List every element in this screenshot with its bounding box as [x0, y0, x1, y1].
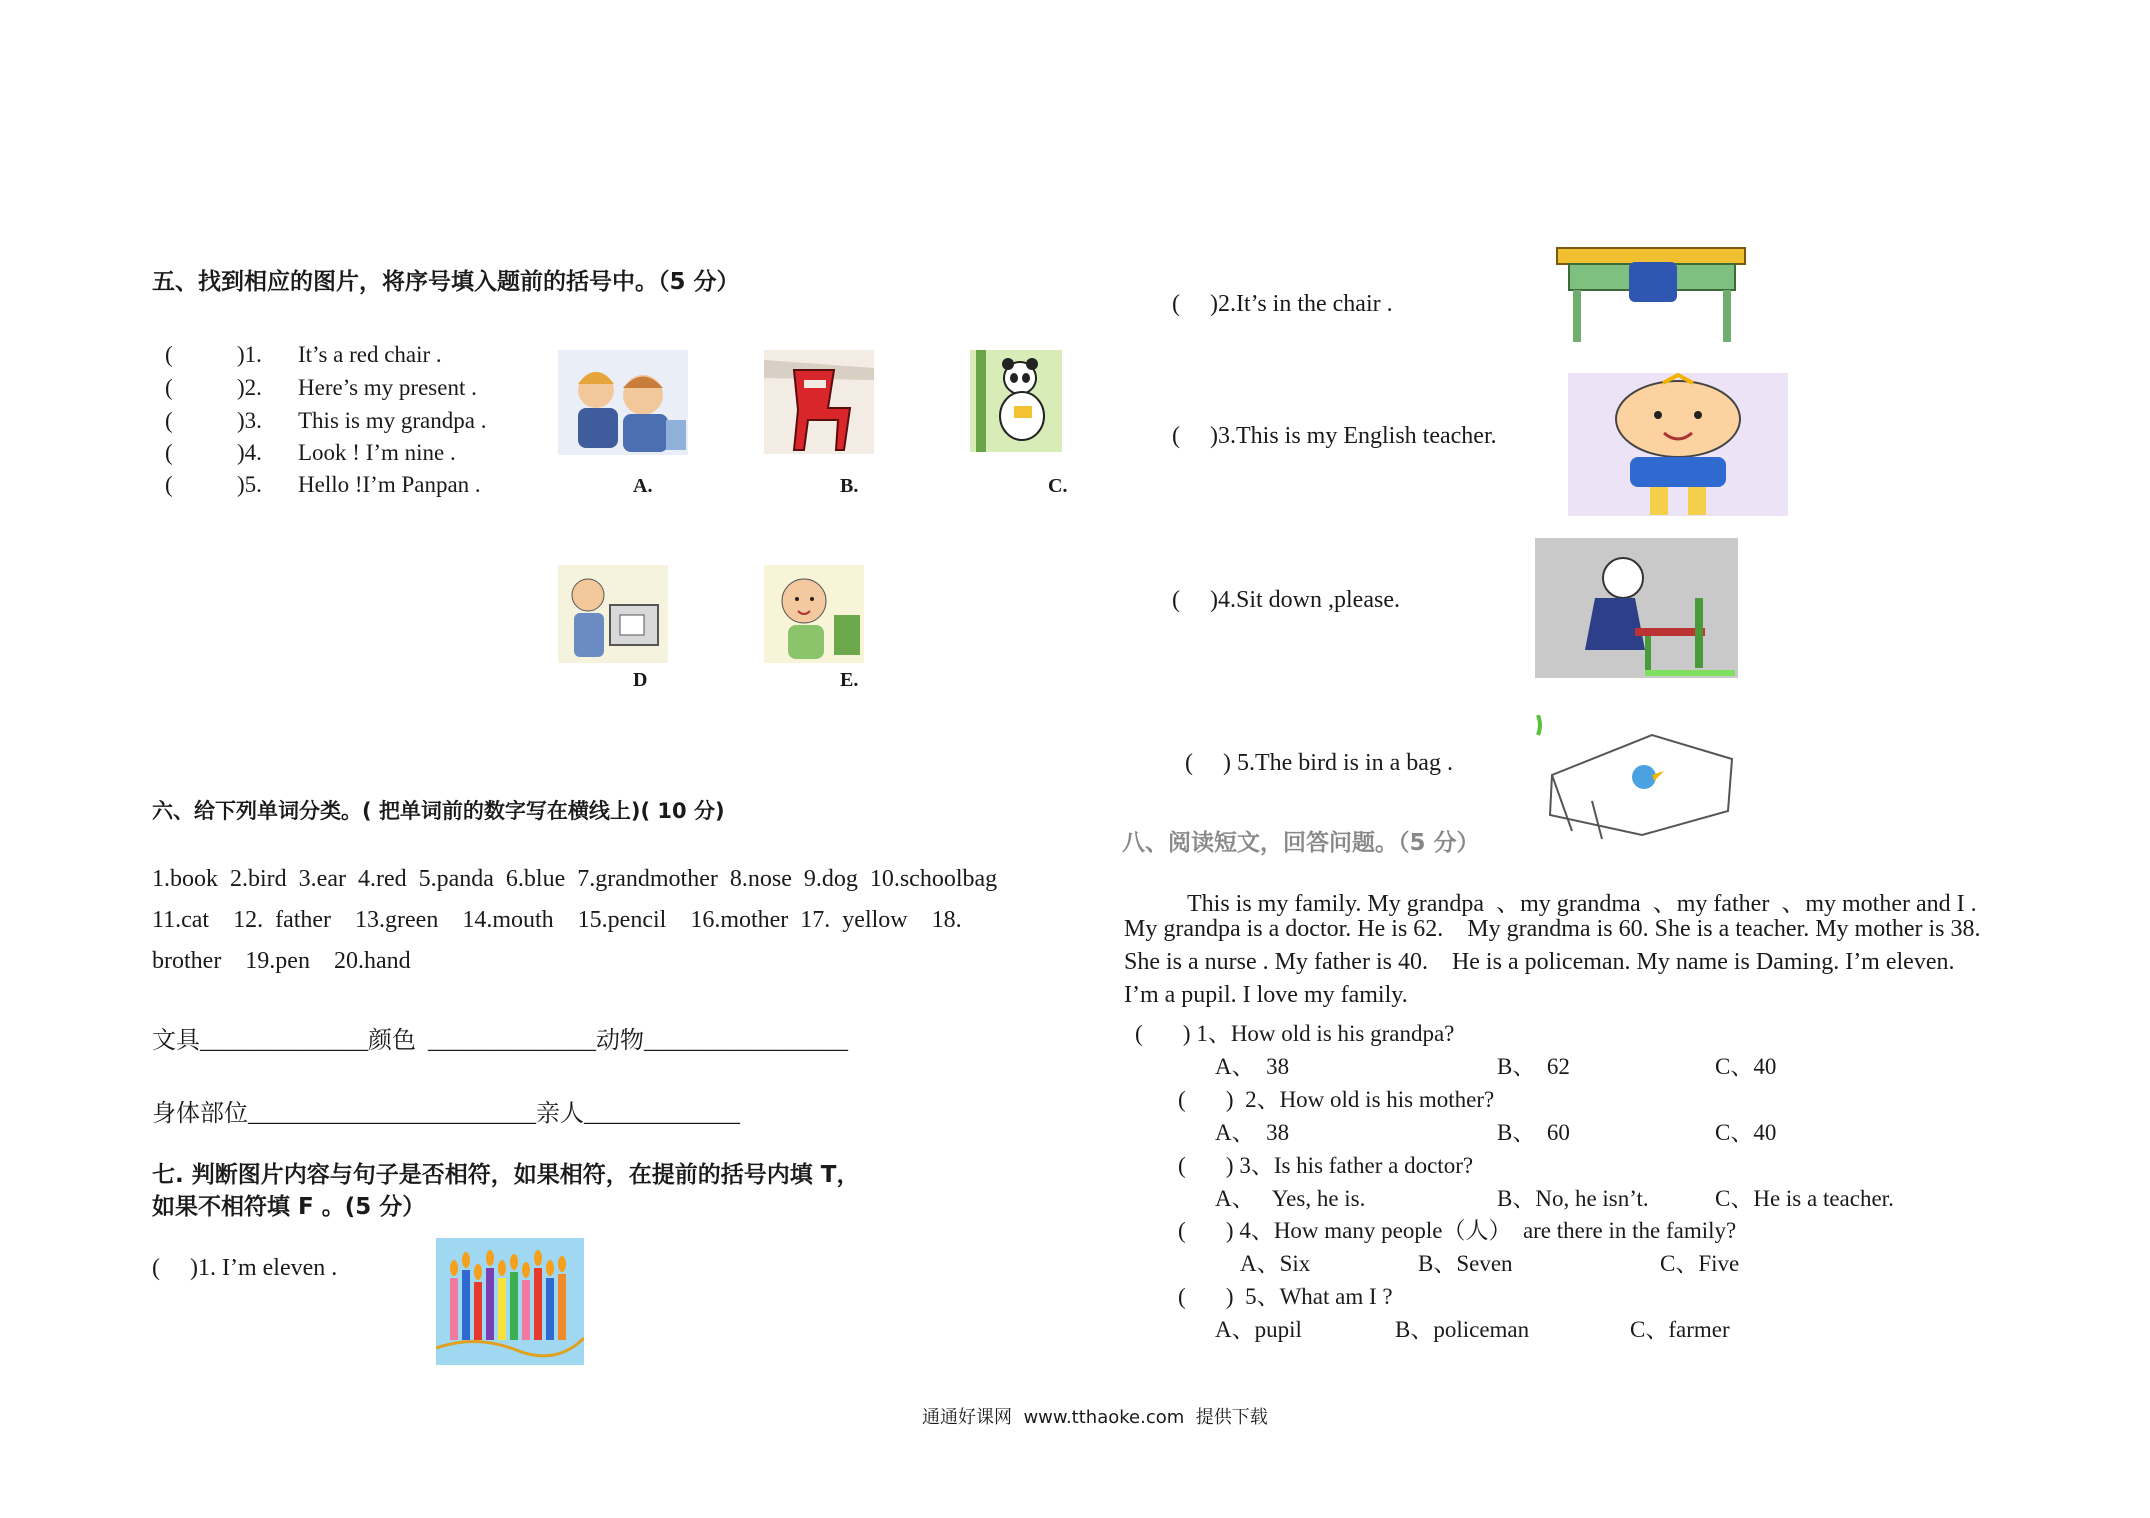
picture-label-c: C.	[1048, 475, 1068, 497]
question-2: ( ) 2、How old is his mother?	[1178, 1087, 1495, 1112]
question-3: ( ) 3、Is his father a doctor?	[1178, 1153, 1474, 1178]
option-a: A、 38	[1215, 1120, 1290, 1145]
word-list-line: brother 19.pen 20.hand	[152, 948, 411, 974]
item-text: Look ! I’m nine .	[298, 440, 456, 465]
picture-e-baby	[764, 565, 864, 663]
item-number: )5.	[237, 472, 262, 497]
item-number: )2.	[237, 375, 262, 400]
paren: (	[165, 408, 173, 433]
picture-c-panda	[970, 350, 1062, 452]
option-c: C、40	[1715, 1120, 1777, 1145]
item-text: This is my grandpa .	[298, 408, 487, 433]
picture-sit-down	[1535, 538, 1738, 678]
option-c: C、He is a teacher.	[1715, 1186, 1894, 1211]
category-blanks-line2: 身体部位________________________亲人_____________	[152, 1101, 740, 1127]
picture-d-grandpa	[558, 565, 668, 663]
section7-heading-line2: 如果不相符填 F 。(5 分）	[152, 1194, 426, 1220]
word-list-line: 11.cat 12. father 13.green 14.mouth 15.pencil 16.mother 17. yellow 18.	[152, 907, 962, 933]
picture-teacher	[1568, 373, 1788, 516]
picture-desk-bag	[1553, 240, 1750, 345]
passage-line: This is my family. My grandpa 、my grandma 、my father 、my mother and I .	[1187, 891, 1977, 917]
option-a: A、 38	[1215, 1054, 1290, 1079]
picture-candles	[436, 1238, 584, 1365]
option-c: C、farmer	[1630, 1317, 1730, 1342]
option-b: B、Seven	[1418, 1251, 1513, 1276]
section5-heading: 五、找到相应的图片，将序号填入题前的括号中。（5 分）	[152, 269, 740, 295]
option-b: B、 62	[1497, 1054, 1570, 1079]
judge-item-4: ( )4.Sit down ,please.	[1172, 587, 1400, 613]
option-b: B、No, he isn’t.	[1497, 1186, 1649, 1211]
judge-item-5: ( ) 5.The bird is in a bag .	[1185, 750, 1453, 776]
passage-line: My grandpa is a doctor. He is 62. My grandma is 60. She is a teacher. My mother is 38.	[1124, 916, 1981, 942]
paren: (	[165, 342, 173, 367]
picture-label-b: B.	[840, 475, 859, 497]
judge-item-2: ( )2.It’s in the chair .	[1172, 291, 1393, 317]
paren: (	[165, 440, 173, 465]
judge-item-1: ( )1. I’m eleven .	[152, 1255, 338, 1281]
option-a: A、 Yes, he is.	[1215, 1186, 1366, 1211]
item-number: )1.	[237, 342, 262, 367]
picture-label-a: A.	[633, 475, 653, 497]
question-4: ( ) 4、How many people（人） are there in the family?	[1178, 1218, 1737, 1243]
category-blanks-line1: 文具______________颜色 ______________动物_________________	[152, 1028, 848, 1054]
footer-source: 通通好课网 www.tthaoke.com 提供下载	[922, 1407, 1268, 1428]
section8-heading: 八、阅读短文，回答问题。（5 分）	[1122, 830, 1480, 856]
question-1: ( ) 1、How old is his grandpa?	[1135, 1021, 1455, 1046]
item-text: It’s a red chair .	[298, 342, 442, 367]
picture-label-e: E.	[840, 669, 859, 691]
option-b: B、policeman	[1395, 1317, 1530, 1342]
item-number: )3.	[237, 408, 262, 433]
item-number: )4.	[237, 440, 262, 465]
question-5: ( ) 5、What am I ?	[1178, 1284, 1393, 1309]
item-text: Hello !I’m Panpan .	[298, 472, 481, 497]
picture-b-red-chair	[764, 350, 874, 454]
paren: (	[165, 472, 173, 497]
picture-label-d: D	[633, 669, 648, 691]
passage-line: I’m a pupil. I love my family.	[1124, 982, 1408, 1008]
word-list-line: 1.book 2.bird 3.ear 4.red 5.panda 6.blue 7.grandmother 8.nose 9.dog 10.schoolbag	[152, 866, 998, 892]
passage-line: She is a nurse . My father is 40. He is a policeman. My name is Daming. I’m eleven.	[1124, 949, 1955, 975]
option-c: C、40	[1715, 1054, 1777, 1079]
item-text: Here’s my present .	[298, 375, 477, 400]
section7-heading-line1: 七. 判断图片内容与句子是否相符，如果相符，在提前的括号内填 T，	[152, 1162, 860, 1188]
option-a: A、Six	[1240, 1251, 1311, 1276]
option-c: C、Five	[1660, 1251, 1740, 1276]
paren: (	[165, 375, 173, 400]
picture-a-children	[558, 350, 688, 455]
section6-heading: 六、给下列单词分类。( 把单词前的数字写在横线上)( 10 分)	[152, 799, 725, 823]
picture-bird-in-bag	[1532, 715, 1738, 842]
judge-item-3: ( )3.This is my English teacher.	[1172, 423, 1497, 449]
option-b: B、 60	[1497, 1120, 1570, 1145]
option-a: A、pupil	[1215, 1317, 1302, 1342]
